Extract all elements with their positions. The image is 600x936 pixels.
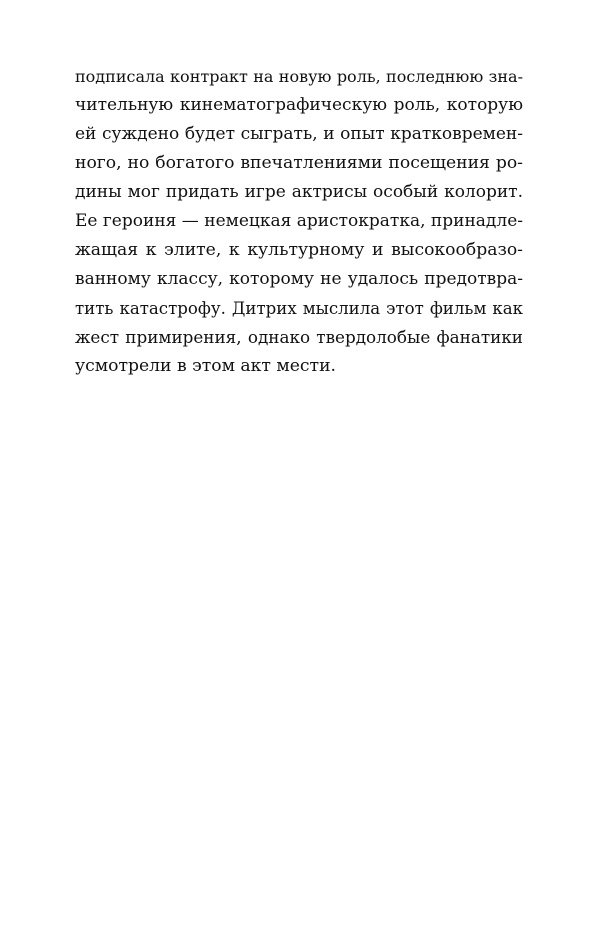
- text-line: подписала контракт на новую роль, последнюю зна-: [75, 67, 523, 86]
- text-line: ванному классу, которому не удалось предотвра-: [75, 269, 523, 289]
- text-line: усмотрели в этом акт мести.: [75, 356, 336, 376]
- text-line: Ее героиня — немецкая аристократка, принадле-: [75, 211, 523, 231]
- body-paragraph: [75, 62, 523, 381]
- text-line: жащая к элите, к культурному и высокообразо-: [75, 240, 523, 260]
- text-line: тить катастрофу. Дитрих мыслила этот фильм как: [75, 299, 523, 318]
- text-line: чительную кинематографическую роль, которую: [75, 95, 523, 115]
- text-line: ей суждено будет сыграть, и опыт кратковремен-: [75, 124, 523, 144]
- text-line: ного, но богатого впечатлениями посещения ро-: [75, 153, 523, 173]
- text-line: дины мог придать игре актрисы особый колорит.: [75, 182, 523, 202]
- text-line: жест примирения, однако твердолобые фанатики: [75, 327, 523, 347]
